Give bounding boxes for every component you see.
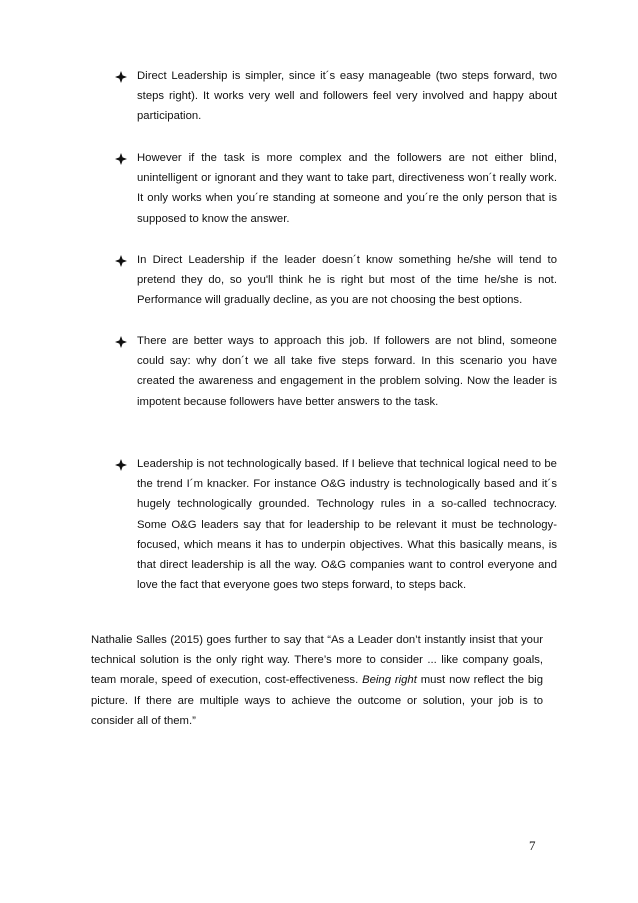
quote-text-italic: Being right	[362, 674, 417, 687]
quote-paragraph	[91, 630, 543, 731]
bullet-text: In Direct Leadership if the leader doesn´t know something he/she will tend to pretend they do, so you'll think he is right but most of the time he/she is not. Performance will gradually decline, as you are not choosing the best options.	[137, 254, 557, 307]
bullet-text: Direct Leadership is simpler, since it´s easy manageable (two steps forward, two steps right). It works very well and followers feel very involved and happy about participation.	[137, 70, 557, 123]
quote-text-before: Nathalie Salles (2015) goes further to say that “As a Leader don’t instantly insist that your technical solution is the only right way. There’s more to consider ... like company goals, team morale, speed of execution, cost-effectiveness.	[91, 634, 543, 687]
bullet-text: Leadership is not technologically based. If I believe that technical logical need to be the trend I´m knacker. For instance O&G industry is technologically based and it´s hugely technologically grounded. Technology rules in a so-called technocracy. Some O&G leaders say that for leadership to be relevant it must be technology-focused, which means it has to underpin objectives. What this basically means, is that direct leadership is all the way. O&G companies want to control everyone and love the fact that everyone goes two steps forward, to steps back.	[137, 458, 557, 592]
bullet-text: There are better ways to approach this job. If followers are not blind, someone could say: why don´t we all take five steps forward. In this scenario you have created the awareness and engagement in the problem solving. Now the leader is impotent because followers have better answers to the task.	[137, 335, 557, 408]
diamond-bullet-icon	[115, 153, 127, 165]
diamond-bullet-icon	[115, 255, 127, 267]
quote-text-after: must now reflect the big picture. If there are multiple ways to achieve the outcome or solution, your job is to consider all of them.”	[91, 674, 543, 727]
diamond-bullet-icon	[115, 71, 127, 83]
diamond-bullet-icon	[115, 459, 127, 471]
page-number: 7	[529, 838, 536, 853]
bullet-text: However if the task is more complex and the followers are not either blind, unintelligent or ignorant and they want to take part, directiveness won´t really work. It only works when you´re standing at someone and you´re the only person that is supposed to know the answer.	[137, 152, 557, 225]
diamond-bullet-icon	[115, 336, 127, 348]
